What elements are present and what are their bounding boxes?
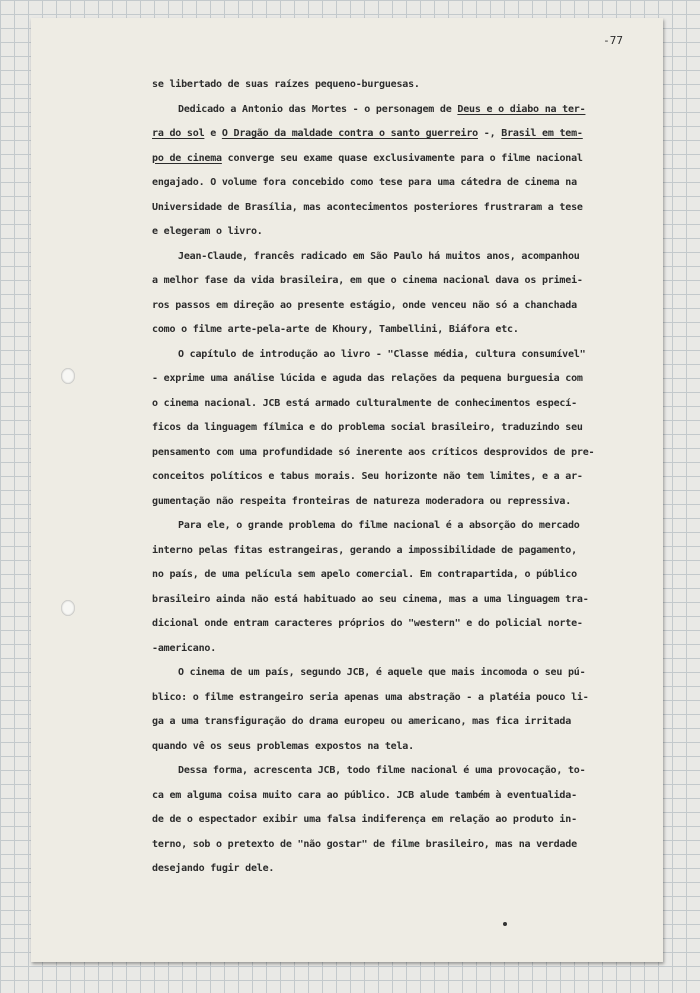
text-run: converge seu exame quase exclusivamente para o filme nacional [221,152,583,164]
typed-text-body [152,73,628,882]
text-line: blico: o filme estrangeiro seria apenas uma abstração - a platéia pouco li- [152,691,589,703]
text-line: O capítulo de introdução ao livro - "Classe média, cultura consumível" [178,348,586,360]
text-line: ca em alguma coisa muito cara ao público. JCB alude também à eventualida- [152,789,577,801]
text-line: Universidade de Brasília, mas acontecimentos posteriores frustraram a tese [152,201,583,213]
text-run: Dedicado a Antonio das Mortes - o personagem de [178,103,458,115]
text-line: -americano. [152,642,217,654]
underlined-title: O Dragão da maldade contra o santo guerreiro [221,128,478,139]
text-line: quando vê os seus problemas expostos na tela. [152,740,414,752]
text-line [152,147,628,172]
punch-hole [61,368,75,384]
text-line: e elegeram o livro. [152,226,263,237]
text-line [152,98,628,123]
text-line: ros passos em direção ao presente estágio, onde venceu não só a chanchada [152,299,577,311]
text-line: engajado. O volume fora concebido como tese para uma cátedra de cinema na [152,177,577,188]
text-line: pensamento com uma profundidade só inerente aos críticos desprovidos de pre- [152,446,595,458]
underlined-title: Deus e o diabo na ter- [457,103,586,115]
text-line: de de o espectador exibir uma falsa indiferença em relação ao produto in- [152,814,577,825]
text-line: no país, de uma película sem apelo comercial. Em contrapartida, o público [152,569,577,580]
underlined-title: Brasil em tem- [501,128,583,139]
text-line: ga a uma transfiguração do drama europeu ou americano, mas fica irritada [152,716,572,727]
text-line: O cinema de um país, segundo JCB, é aquele que mais incomoda o seu pú- [178,667,586,678]
text-line: Dessa forma, acrescenta JCB, todo filme nacional é uma provocação, to- [178,765,586,776]
text-line-content [178,104,585,115]
text-line: desejando fugir dele. [152,863,275,874]
underlined-title: po de cinema [152,152,222,164]
text-line: Jean-Claude, francês radicado em São Paulo há muitos anos, acompanhou [178,250,580,262]
underlined-title: ra do sol [152,128,205,139]
typed-page [31,18,663,962]
text-run: -, [477,128,502,139]
text-line: ficos da linguagem fílmica e do problema social brasileiro, traduzindo seu [152,422,583,433]
text-line [152,122,628,147]
text-line: terno, sob o pretexto de "não gostar" de filme brasileiro, mas na verdade [152,838,577,850]
text-line: - exprime uma análise lúcida e aguda das relações da pequena burguesia com [152,373,583,384]
text-line: gumentação não respeita fronteiras de natureza moderadora ou repressiva. [152,495,572,507]
text-line: a melhor fase da vida brasileira, em que o cinema nacional dava os primei- [152,275,583,286]
text-line: dicional onde entram caracteres próprios do "western" e do policial norte- [152,618,583,629]
punch-hole [61,600,75,616]
text-line: Para ele, o grande problema do filme nacional é a absorção do mercado [178,520,580,531]
text-line: o cinema nacional. JCB está armado culturalmente de conhecimentos especí- [152,397,577,409]
text-line: como o filme arte-pela-arte de Khoury, Tambellini, Biáfora etc. [152,324,519,335]
text-run: e [204,128,222,139]
ink-dot [503,922,507,926]
text-line: interno pelas fitas estrangeiras, gerando a impossibilidade de pagamento, [152,544,577,556]
text-line: se libertado de suas raízes pequeno-burguesas. [152,79,420,90]
page-number: -77 [603,34,623,47]
text-line: conceitos políticos e tabus morais. Seu horizonte não tem limites, e a ar- [152,471,583,482]
text-line: brasileiro ainda não está habituado ao seu cinema, mas a uma linguagem tra- [152,593,589,605]
